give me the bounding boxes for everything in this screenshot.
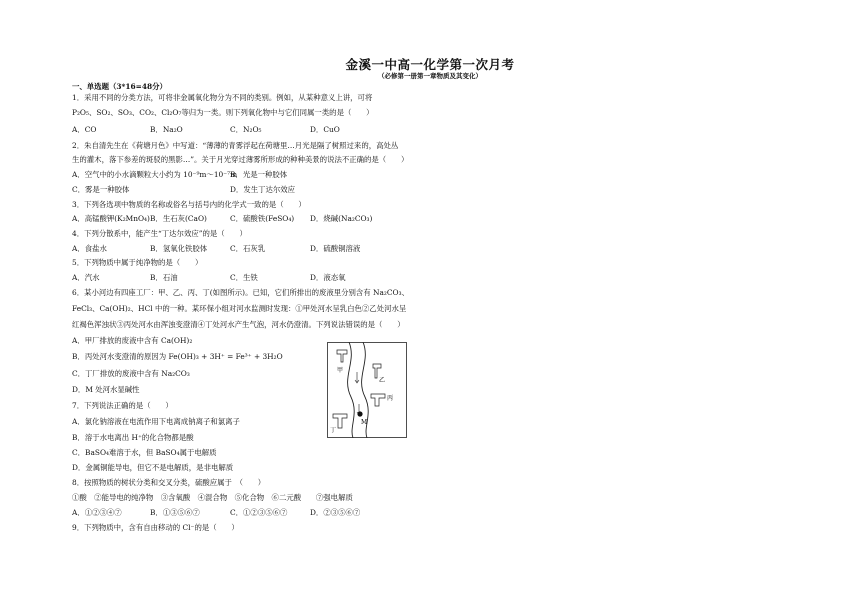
- point-m: [357, 411, 362, 416]
- river-bank-left: [348, 342, 355, 438]
- question-3-option-b: B．生石灰(CaO): [150, 214, 207, 223]
- question-7-option-c: C．BaSO₄难溶于水，但 BaSO₄属于电解质: [72, 448, 217, 457]
- question-8-option-a: A．①②③④⑦: [72, 508, 122, 517]
- question-2-option-b: B．光是一种胶体: [230, 170, 288, 179]
- question-4-stem: 4．下列分散系中，能产生“丁达尔效应”的是（ ）: [72, 229, 247, 238]
- question-8-option-d: D．②③⑤⑥⑦: [310, 508, 361, 517]
- question-1-option-c: C．N₂O₅: [230, 125, 262, 134]
- page-subtitle: （必修第一册第一章物质及其变化）: [378, 72, 482, 80]
- question-3-option-a: A．高锰酸钾(K₂MnO₄): [72, 214, 150, 223]
- factory-jia-icon: [337, 350, 347, 362]
- question-5-option-b: B．石油: [150, 273, 178, 282]
- question-4-option-d: D．硫酸铜溶液: [310, 244, 361, 253]
- question-6-option-c: C．丁厂排放的废液中含有 Na₂CO₃: [72, 369, 190, 378]
- question-2-option-a: A．空气中的小水滴颗粒大小约为 10⁻⁹m～10⁻⁷m: [72, 170, 238, 179]
- question-4-option-a: A．食盐水: [72, 244, 107, 253]
- label-m: M: [361, 419, 368, 426]
- section-heading: 一、单选题（3*16=48分）: [72, 82, 167, 91]
- question-3-option-c: C．硫酸铁(FeSO₄): [230, 214, 295, 223]
- question-4-option-c: C．石灰乳: [230, 244, 266, 253]
- factory-bing-icon: [371, 394, 385, 406]
- question-7-option-d: D．金属铜能导电，但它不是电解质，是非电解质: [72, 463, 234, 472]
- question-2-stem-line2: 生的灌木，落下参差的斑驳的黑影…”。关于月光穿过薄雾所形成的种种美景的说法不正确的是（ ）: [72, 155, 409, 164]
- label-jia: 甲: [337, 367, 344, 374]
- question-8-stem: 8．按照物质的树状分类和交叉分类，硫酸应属于 （ ）: [72, 478, 266, 487]
- question-6-stem-line1: 6．某小河边有四座工厂：甲、乙、丙、丁(如图所示)。已知，它们所排出的废液里分别含有 Na₂CO₃、: [72, 288, 409, 297]
- question-5-option-d: D．液态氧: [310, 273, 346, 282]
- question-3-stem: 3．下列各选项中物质的名称或俗名与括号内的化学式一致的是（ ）: [72, 200, 306, 209]
- label-yi: 乙: [379, 377, 386, 384]
- flow-arrow-icon: [355, 372, 359, 383]
- question-6-option-a: A．甲厂排放的废液中含有 Ca(OH)₂: [72, 336, 193, 345]
- question-8-option-b: B．①③⑤⑥⑦: [150, 508, 200, 517]
- question-2-option-c: C．雾是一种胶体: [72, 185, 130, 194]
- question-3-option-d: D．烧碱(Na₂CO₃): [310, 214, 373, 223]
- question-6-option-d: D．M 处河水显碱性: [72, 385, 140, 394]
- factory-yi-icon: [373, 364, 381, 378]
- question-7-option-b: B．溶于水电离出 H⁺的化合物都是酸: [72, 433, 194, 442]
- question-8-option-c: C．①②③⑤⑥⑦: [230, 508, 288, 517]
- page-title: 金溪一中高一化学第一次月考: [345, 57, 515, 72]
- question-6-stem-line3: 红褐色浑浊状③丙处河水由浑浊变澄清④丁处河水产生气泡，河水仍澄清。下列说法错误的是（ ）: [72, 320, 405, 329]
- question-1-option-d: D．CuO: [310, 125, 340, 134]
- question-8-items: ①酸 ②能导电的纯净物 ③含氧酸 ④混合物 ⑤化合物 ⑥二元酸 ⑦强电解质: [72, 493, 353, 502]
- river-factory-diagram: [327, 342, 407, 438]
- question-5-stem: 5．下列物质中属于纯净物的是（ ）: [72, 258, 203, 267]
- question-7-option-a: A．氯化钠溶液在电流作用下电离成钠离子和氯离子: [72, 417, 240, 426]
- question-7-stem: 7．下列说法正确的是（ ）: [72, 401, 173, 410]
- question-1-option-a: A．CO: [72, 125, 97, 134]
- question-1-stem-line1: 1．采用不同的分类方法，可将非金属氧化物分为不同的类别。例如，从某种意义上讲，可将: [72, 93, 373, 102]
- question-5-option-c: C．生铁: [230, 273, 258, 282]
- label-ding: 丁: [330, 427, 337, 434]
- factory-ding-icon: [333, 414, 347, 428]
- question-2-option-d: D．发生丁达尔效应: [230, 185, 296, 194]
- question-6-option-b: B．丙处河水变澄清的原因为 Fe(OH)₃ + 3H⁺ = Fe³⁺ + 3H₂O: [72, 352, 283, 361]
- question-4-option-b: B．氢氧化铁胶体: [150, 244, 208, 253]
- question-1-stem-line2: P₂O₅、SO₂、SO₃、CO₂、Cl₂O₇等归为一类。则下列氧化物中与它们同属一类的是（ ）: [72, 108, 374, 117]
- question-5-option-a: A．汽水: [72, 273, 100, 282]
- question-9-stem: 9．下列物质中，含有自由移动的 Cl⁻的是（ ）: [72, 523, 239, 532]
- label-bing: 丙: [387, 395, 394, 402]
- question-1-option-b: B．Na₂O: [150, 125, 183, 134]
- question-2-stem-line1: 2．朱自清先生在《荷塘月色》中写道：“薄薄的青雾浮起在荷塘里…月光是隔了树照过来的，高处丛: [72, 141, 399, 150]
- question-6-stem-line2: FeCl₃、Ca(OH)₂、HCl 中的一种。某环保小组对河水监测时发现：①甲处河水呈乳白色②乙处河水呈: [72, 304, 407, 313]
